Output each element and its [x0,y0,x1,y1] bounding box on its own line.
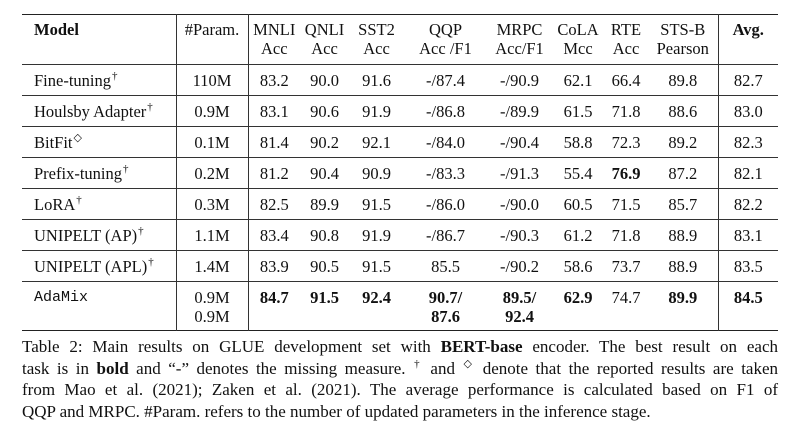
table-row [22,220,778,251]
mrpc-cell-best: 89.5/ 92.4 [502,288,537,326]
avg-cell: 82.3 [718,127,778,158]
table-row [22,127,778,158]
sst2-cell: 91.9 [362,101,391,121]
model-cell: UNIPELT (APL)† [22,251,176,282]
qnli-cell: 90.6 [310,101,339,121]
mnli-cell-best: 84.7 [259,288,289,307]
header-mnli: MNLI Acc [253,20,296,58]
qqp-cell: -/84.0 [426,132,465,152]
header-qqp: QQP Acc /F1 [419,20,472,58]
sst2-cell: 91.5 [362,256,391,276]
mrpc-cell: -/90.2 [500,256,539,276]
model-cell-adamix: AdaMix [22,282,176,331]
cola-cell: 61.2 [563,225,593,245]
avg-cell: 82.1 [718,158,778,189]
qqp-cell: -/86.7 [426,225,465,245]
rte-cell: 73.7 [611,256,641,276]
stsb-cell: 85.7 [668,194,698,214]
cola-cell: 62.1 [563,70,593,90]
mrpc-cell: -/89.9 [500,101,539,121]
avg-cell: 83.0 [718,96,778,127]
mnli-cell: 83.9 [259,256,289,276]
rte-cell: 71.5 [611,194,641,214]
rte-cell: 71.8 [611,225,641,245]
header-mrpc: MRPC Acc/F1 [495,20,544,58]
header-sst2: SST2 Acc [358,20,395,58]
param-cell: 1.1M [176,220,248,251]
diamond-mark: ◇ [73,131,82,144]
sst2-cell: 90.9 [362,163,391,183]
avg-cell: 82.7 [718,65,778,96]
mrpc-cell: -/90.3 [500,225,539,245]
dagger-mark: † [414,357,423,370]
caption-line: Table 2: Main results on GLUE development set with BERT-base encoder. The best result on each [22,337,778,356]
diamond-mark: ◇ [463,357,476,370]
table-row [22,158,778,189]
avg-cell: 82.2 [718,189,778,220]
avg-cell: 83.5 [718,251,778,282]
header-param: #Param. [176,15,248,65]
mnli-cell: 83.4 [259,225,289,245]
model-cell: BitFit◇ [22,127,176,158]
table-caption [22,336,778,422]
sst2-cell: 92.1 [362,132,391,152]
stsb-cell: 89.2 [668,132,698,152]
qnli-cell: 90.4 [310,163,339,183]
param-cell: 0.1M [176,127,248,158]
results-table [22,14,778,331]
cola-cell-best: 62.9 [563,288,593,307]
table-row [22,96,778,127]
cola-cell: 60.5 [563,194,593,214]
cola-cell: 61.5 [563,101,593,121]
param-cell: 1.4M [176,251,248,282]
sst2-cell: 91.9 [362,225,391,245]
header-avg: Avg. [718,15,778,65]
qqp-cell: -/83.3 [426,163,465,183]
mrpc-cell: -/91.3 [500,163,539,183]
rte-cell: 71.8 [611,101,641,121]
qqp-cell: -/86.8 [426,101,465,121]
model-cell: Houlsby Adapter† [22,96,176,127]
param-cell: 0.9M [176,96,248,127]
rte-cell-best: 76.9 [611,163,641,183]
caption-line: task is in bold and “-” denotes the missing measure. † and ◇ denote that the reported results are taken [22,357,779,378]
dagger-mark: † [112,69,118,82]
rte-cell: 66.4 [611,70,641,90]
mrpc-cell: -/90.0 [500,194,539,214]
qnli-cell: 89.9 [310,194,339,214]
model-cell: LoRA† [22,189,176,220]
mnli-cell: 81.4 [259,132,289,152]
dagger-mark: † [123,162,129,175]
sst2-cell: 91.6 [362,70,391,90]
dagger-mark: † [148,255,154,268]
rte-cell: 74.7 [611,288,641,307]
mrpc-cell: -/90.4 [500,132,539,152]
mnli-cell: 83.1 [259,101,289,121]
qnli-cell: 90.5 [310,256,339,276]
qnli-cell-best: 91.5 [310,288,339,307]
mnli-cell: 82.5 [259,194,289,214]
param-cell: 110M [176,65,248,96]
table-row-adamix [22,282,778,331]
header-cola: CoLA Mcc [557,20,599,58]
sst2-cell: 91.5 [362,194,391,214]
param-cell-adamix: 0.9M 0.9M [176,282,248,331]
header-row [22,15,778,65]
cola-cell: 58.6 [563,256,593,276]
qqp-cell: -/86.0 [426,194,465,214]
header-stsb: STS-B Pearson [656,20,709,58]
cola-cell: 55.4 [563,163,593,183]
dagger-mark: † [147,100,153,113]
table-row [22,189,778,220]
model-cell: UNIPELT (AP)† [22,220,176,251]
model-cell: Fine-tuning† [22,65,176,96]
param-cell: 0.3M [176,189,248,220]
header-rte: RTE Acc [610,20,642,58]
header-model: Model [22,15,176,65]
stsb-cell-best: 89.9 [668,288,698,307]
mrpc-cell: -/90.9 [500,70,539,90]
header-qnli: QNLI Acc [304,20,345,58]
qnli-cell: 90.0 [310,70,339,90]
caption-line: QQP and MRPC. #Param. refers to the number of updated parameters in the inference stage. [22,401,651,421]
stsb-cell: 88.9 [668,225,698,245]
mnli-cell: 81.2 [259,163,289,183]
stsb-cell: 89.8 [668,70,698,90]
table-row [22,251,778,282]
stsb-cell: 87.2 [668,163,698,183]
param-cell: 0.2M [176,158,248,189]
dagger-mark: † [76,193,82,206]
stsb-cell: 88.6 [668,101,698,121]
qqp-cell: -/87.4 [426,70,465,90]
mnli-cell: 83.2 [259,70,289,90]
qnli-cell: 90.8 [310,225,339,245]
table-row [22,65,778,96]
qnli-cell: 90.2 [310,132,339,152]
dagger-mark: † [138,224,144,237]
avg-cell: 83.1 [718,220,778,251]
avg-cell-best: 84.5 [718,282,778,331]
stsb-cell: 88.9 [668,256,698,276]
cola-cell: 58.8 [563,132,593,152]
qqp-cell: 85.5 [431,256,460,276]
caption-line: from Mao et al. (2021); Zaken et al. (2021). The average performance is calculated based on F1 of [22,380,778,399]
sst2-cell-best: 92.4 [362,288,391,307]
qqp-cell-best: 90.7/ 87.6 [428,288,463,326]
rte-cell: 72.3 [611,132,641,152]
model-cell: Prefix-tuning† [22,158,176,189]
